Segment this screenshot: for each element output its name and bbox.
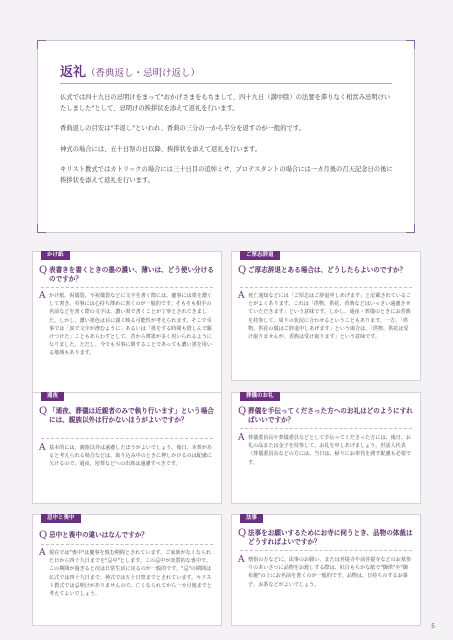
corner-ornament: [406, 40, 415, 49]
card-category-tab: 法事: [240, 514, 263, 523]
card-category-tab: ご厚志辞退: [240, 251, 280, 260]
answer-text: 現在では"喪中"は慶事を慎む期間とされています。ご家族がなくなられた日から四十九日までを"忌中"とします。この忌中が実質的な喪中で、この期間が過ぎると次は日常生活に戻るのが一般的です。"忌"の期間は仏式では四十九日まで、神式では五十日祭までとされています。キリスト教式では忌明けがありませんので、亡くなられてから一カ月後までと考えてよいでしょう。: [49, 550, 212, 598]
answer-row: [39, 292, 213, 358]
intro-body: [60, 93, 395, 196]
question-row: [39, 266, 215, 284]
answer-row: [238, 292, 412, 341]
intro-paragraph: 仏式では四十九日の忌明けをまって"おかげさまをもちまして、四十九日（満中陰）の法要を滞りなく相営み忌明けいたしました"として、忌明けの挨拶状を添えて返礼を行います。: [60, 94, 391, 112]
qa-divider: [240, 287, 412, 288]
a-mark-icon: A: [39, 443, 46, 453]
answer-row: [238, 434, 412, 467]
intro-title-main: 返礼: [60, 65, 87, 80]
intro-paragraph: 神式の場合には、五十日祭の日以降、挨拶状を添えて返礼を行います。: [60, 145, 261, 153]
intro-title: [60, 61, 200, 80]
corner-ornament: [37, 224, 46, 233]
qa-card-tsuya: [32, 392, 222, 504]
q-mark-icon: Q: [238, 406, 247, 417]
question-text: 表書きを書くときの墨の濃い、薄いは、どう使い分けるのですか？: [49, 266, 214, 283]
question-row: [238, 529, 414, 547]
qa-card-sougi-orei: [231, 392, 421, 504]
question-row: [39, 407, 215, 425]
a-mark-icon: A: [238, 291, 245, 301]
card-category-tab: 通夜: [41, 392, 64, 401]
qa-divider: [240, 550, 412, 551]
qa-divider: [240, 428, 412, 429]
intro-title-sub: （香典返し・忌明け返し）: [86, 68, 201, 79]
q-mark-icon: Q: [39, 406, 48, 417]
intro-paragraph: 香典返しの目安は"半返し"といわれ、香典の三分の一から半分を返すのが一般的です。: [60, 125, 305, 132]
a-mark-icon: A: [238, 555, 245, 565]
answer-text: 死亡通知などには「ご厚志はご辞退申しあげます」と記載されていることがよくあります。これは「供物、供花、香典などはいっさい遠慮させていただきます」という意味です。しかし、通夜・葬儀のときにお香典を持参して、周りの状況に合わせるということもあります。一方、「供物、供花の儀はご辞退申しあげます」という場合は、「供物、供花は受け取りませんが、香典は受け取ります」という意味です。: [248, 293, 412, 341]
intro-panel: [37, 40, 415, 233]
q-mark-icon: Q: [39, 530, 48, 541]
q-mark-icon: Q: [238, 528, 247, 539]
answer-row: [39, 549, 213, 598]
answer-text: かけ紙、祝儀袋、不祝儀袋などに文字を書く際には、慶事には墨を濃くして書き、弔事には心持ち薄めに書くのが一般的です。そもそも相手の名前などを書く際の文字は、濃い墨で書くことが丁寧とされてきました。しかし、濃い墨色は目に強く映る可能性が考えられます。そこで弔事では「涙で文字が滲むように」あるいは「墨をする時間も惜しんで駆けつけた」こともあらわすとして、昔から薄墨が多く用いられるようになりました。ただし、今でも弔事に関することであっても濃い墨を用いる地域もあります。: [49, 293, 213, 357]
qa-card-koushi-jitai: [231, 251, 421, 381]
intro-paragraph: キリスト教式ではカトリックの場合には三十日目の追悼ミサ、プロテスタントの場合には一カ月後の召天記念日の後に挨拶状を添えて返礼を行います。: [60, 166, 393, 184]
answer-row: [39, 444, 213, 469]
question-row: [238, 266, 414, 276]
q-mark-icon: Q: [39, 265, 48, 276]
page-number: 5: [431, 623, 435, 630]
a-mark-icon: A: [39, 548, 46, 558]
title-divider: [60, 83, 392, 84]
qa-card-houji: [231, 514, 421, 626]
card-category-tab: かけ紙: [41, 251, 70, 260]
a-mark-icon: A: [238, 433, 245, 443]
answer-row: [238, 556, 412, 589]
card-category-tab: 葬儀のお礼: [240, 392, 280, 401]
question-text: 葬儀を手伝ってくださった方へのお礼はどのようにすればいいですか？: [248, 407, 413, 424]
answer-text: 葬儀委員長や葬儀委員などとして手伝ってくださった方には、後日、お礼の品または金子を持参して、お礼を申しあげましょう。世話人代表（葬儀委員長などの方には、当日は、帰りにお車代を渡す配慮も必要です。: [248, 435, 412, 466]
question-text: 法事をお願いするためにお寺に伺うとき、品物の体裁はどうすればよいですか？: [248, 529, 413, 546]
qa-divider: [41, 544, 213, 545]
question-text: 忌中と喪中の違いはなんですか？: [49, 531, 148, 539]
q-mark-icon: Q: [238, 265, 247, 276]
question-text: 「通夜、葬儀は近親者のみで執り行います」という場合には、親族以外は行かないほうがよいですか？: [49, 407, 214, 424]
a-mark-icon: A: [39, 291, 46, 301]
corner-ornament: [406, 224, 415, 233]
question-row: [238, 407, 414, 425]
qa-divider: [41, 438, 213, 439]
answer-text: 僧侶の方などに、法事のお願い、または菩提寺や前菩提寺などのお墓参りのあいさつに品物をお渡しする際は、紅白もちかな紙で"御供"や"御布施"の上にお名前を書くのが一般的です。品物は、日持ちのするお菓子、お茶などがよいでしょう。: [248, 557, 412, 588]
corner-ornament: [37, 40, 46, 49]
qa-divider: [41, 287, 213, 288]
question-row: [39, 531, 215, 541]
answer-text: 基本的には、親族以外は遠慮したほうがよいでしょう。後日、本葬があると考えられる場合などは、取り込み中のときに押しかけるのは配慮に欠けるので、通夜、密葬などへの出席は遠慮すべきです。: [49, 445, 213, 468]
card-category-tab: 忌中と喪中: [41, 514, 81, 523]
question-text: ご厚志辞退とある場合は、どうしたらよいのですか？: [248, 266, 407, 274]
qa-card-kakegami: [32, 251, 222, 409]
qa-card-kichu-mochu: [32, 514, 222, 626]
